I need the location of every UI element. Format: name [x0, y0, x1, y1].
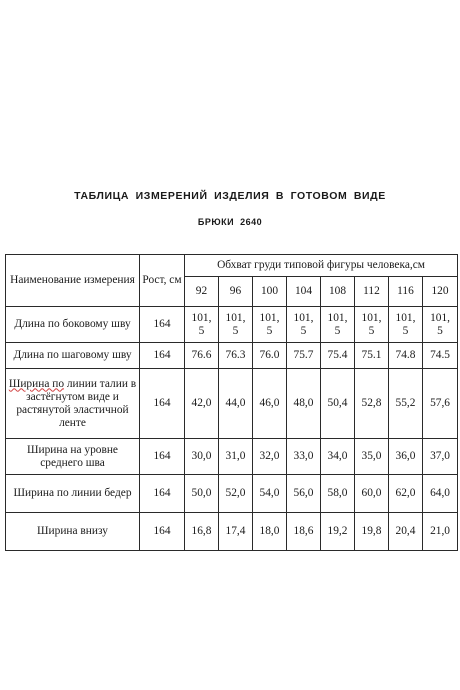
size-header-cell: 108: [321, 277, 355, 307]
measurement-value-cell: 57,6: [423, 369, 458, 439]
size-header-cell: 100: [253, 277, 287, 307]
size-header-cell: 96: [219, 277, 253, 307]
measurement-value-cell: 50,0: [185, 475, 219, 513]
measurement-value-cell: 52,0: [219, 475, 253, 513]
measurement-value-cell: 35,0: [355, 439, 389, 475]
spellcheck-underline: Ширина по: [8, 377, 65, 390]
measurement-value-cell: 20,4: [389, 513, 423, 551]
measurement-value-cell: 101, 5: [389, 307, 423, 343]
measurement-value-cell: 34,0: [321, 439, 355, 475]
measurement-table: [5, 254, 458, 551]
measurement-value-cell: 37,0: [423, 439, 458, 475]
measurement-value-cell: 62,0: [389, 475, 423, 513]
size-header-cell: 112: [355, 277, 389, 307]
measurement-value-cell: 31,0: [219, 439, 253, 475]
measurement-value-cell: 42,0: [185, 369, 219, 439]
measurement-value-cell: 44,0: [219, 369, 253, 439]
measurement-value-cell: 32,0: [253, 439, 287, 475]
measurement-value-cell: 55,2: [389, 369, 423, 439]
measurement-value-cell: 16,8: [185, 513, 219, 551]
measurement-value-cell: 76.0: [253, 343, 287, 369]
height-cell: 164: [140, 475, 185, 513]
measurement-value-cell: 58,0: [321, 475, 355, 513]
measurement-name-cell: Ширина внизу: [6, 513, 140, 551]
measurement-value-cell: 17,4: [219, 513, 253, 551]
height-cell: 164: [140, 343, 185, 369]
table-row: [6, 307, 458, 343]
measurement-value-cell: 101, 5: [185, 307, 219, 343]
document-title: ТАБЛИЦА ИЗМЕРЕНИЙ ИЗДЕЛИЯ В ГОТОВОМ ВИДЕ: [74, 190, 386, 202]
measurement-value-cell: 52,8: [355, 369, 389, 439]
measurement-value-cell: 46,0: [253, 369, 287, 439]
measurement-value-cell: 54,0: [253, 475, 287, 513]
measurement-value-cell: 19,2: [321, 513, 355, 551]
size-header-cell: 104: [287, 277, 321, 307]
header-chest-girth: Обхват груди типовой фигуры человека,см: [185, 255, 458, 277]
measurement-value-cell: 75.1: [355, 343, 389, 369]
measurement-value-cell: 56,0: [287, 475, 321, 513]
measurement-value-cell: 74.5: [423, 343, 458, 369]
measurement-value-cell: 60,0: [355, 475, 389, 513]
measurement-value-cell: 33,0: [287, 439, 321, 475]
table-row: [6, 439, 458, 475]
height-cell: 164: [140, 307, 185, 343]
measurement-value-cell: 76.6: [185, 343, 219, 369]
height-cell: 164: [140, 369, 185, 439]
measurement-value-cell: 101, 5: [423, 307, 458, 343]
header-measurement-name: Наименование измерения: [6, 255, 140, 307]
measurement-value-cell: 21,0: [423, 513, 458, 551]
measurement-value-cell: 75.7: [287, 343, 321, 369]
measurement-value-cell: 101, 5: [355, 307, 389, 343]
measurement-value-cell: 101, 5: [321, 307, 355, 343]
measurement-name-cell: Длина по шаговому шву: [6, 343, 140, 369]
table-row: [6, 369, 458, 439]
measurement-value-cell: 74.8: [389, 343, 423, 369]
size-header-cell: 92: [185, 277, 219, 307]
measurement-value-cell: 101, 5: [253, 307, 287, 343]
measurement-name-cell: Ширина по линии бедер: [6, 475, 140, 513]
measurement-value-cell: 50,4: [321, 369, 355, 439]
measurement-value-cell: 48,0: [287, 369, 321, 439]
header-height: Рост, см: [140, 255, 185, 307]
measurement-name-cell: Ширина на уровне среднего шва: [6, 439, 140, 475]
measurement-value-cell: 101, 5: [219, 307, 253, 343]
measurement-value-cell: 76.3: [219, 343, 253, 369]
size-header-cell: 120: [423, 277, 458, 307]
measurement-value-cell: 30,0: [185, 439, 219, 475]
measurement-value-cell: 101, 5: [287, 307, 321, 343]
measurement-value-cell: 18,0: [253, 513, 287, 551]
size-header-cell: 116: [389, 277, 423, 307]
table-row: [6, 475, 458, 513]
measurement-value-cell: 36,0: [389, 439, 423, 475]
measurement-value-cell: 75.4: [321, 343, 355, 369]
height-cell: 164: [140, 439, 185, 475]
measurement-name-cell: Ширина по линии талии в застёгнутом виде и растянутой эластичной ленте: [6, 369, 140, 439]
measurement-value-cell: 19,8: [355, 513, 389, 551]
measurement-name-cell: Длина по боковому шву: [6, 307, 140, 343]
table-row: [6, 513, 458, 551]
measurement-value-cell: 64,0: [423, 475, 458, 513]
table-row: [6, 343, 458, 369]
product-subtitle: БРЮКИ 2640: [197, 217, 263, 227]
measurement-value-cell: 18,6: [287, 513, 321, 551]
height-cell: 164: [140, 513, 185, 551]
